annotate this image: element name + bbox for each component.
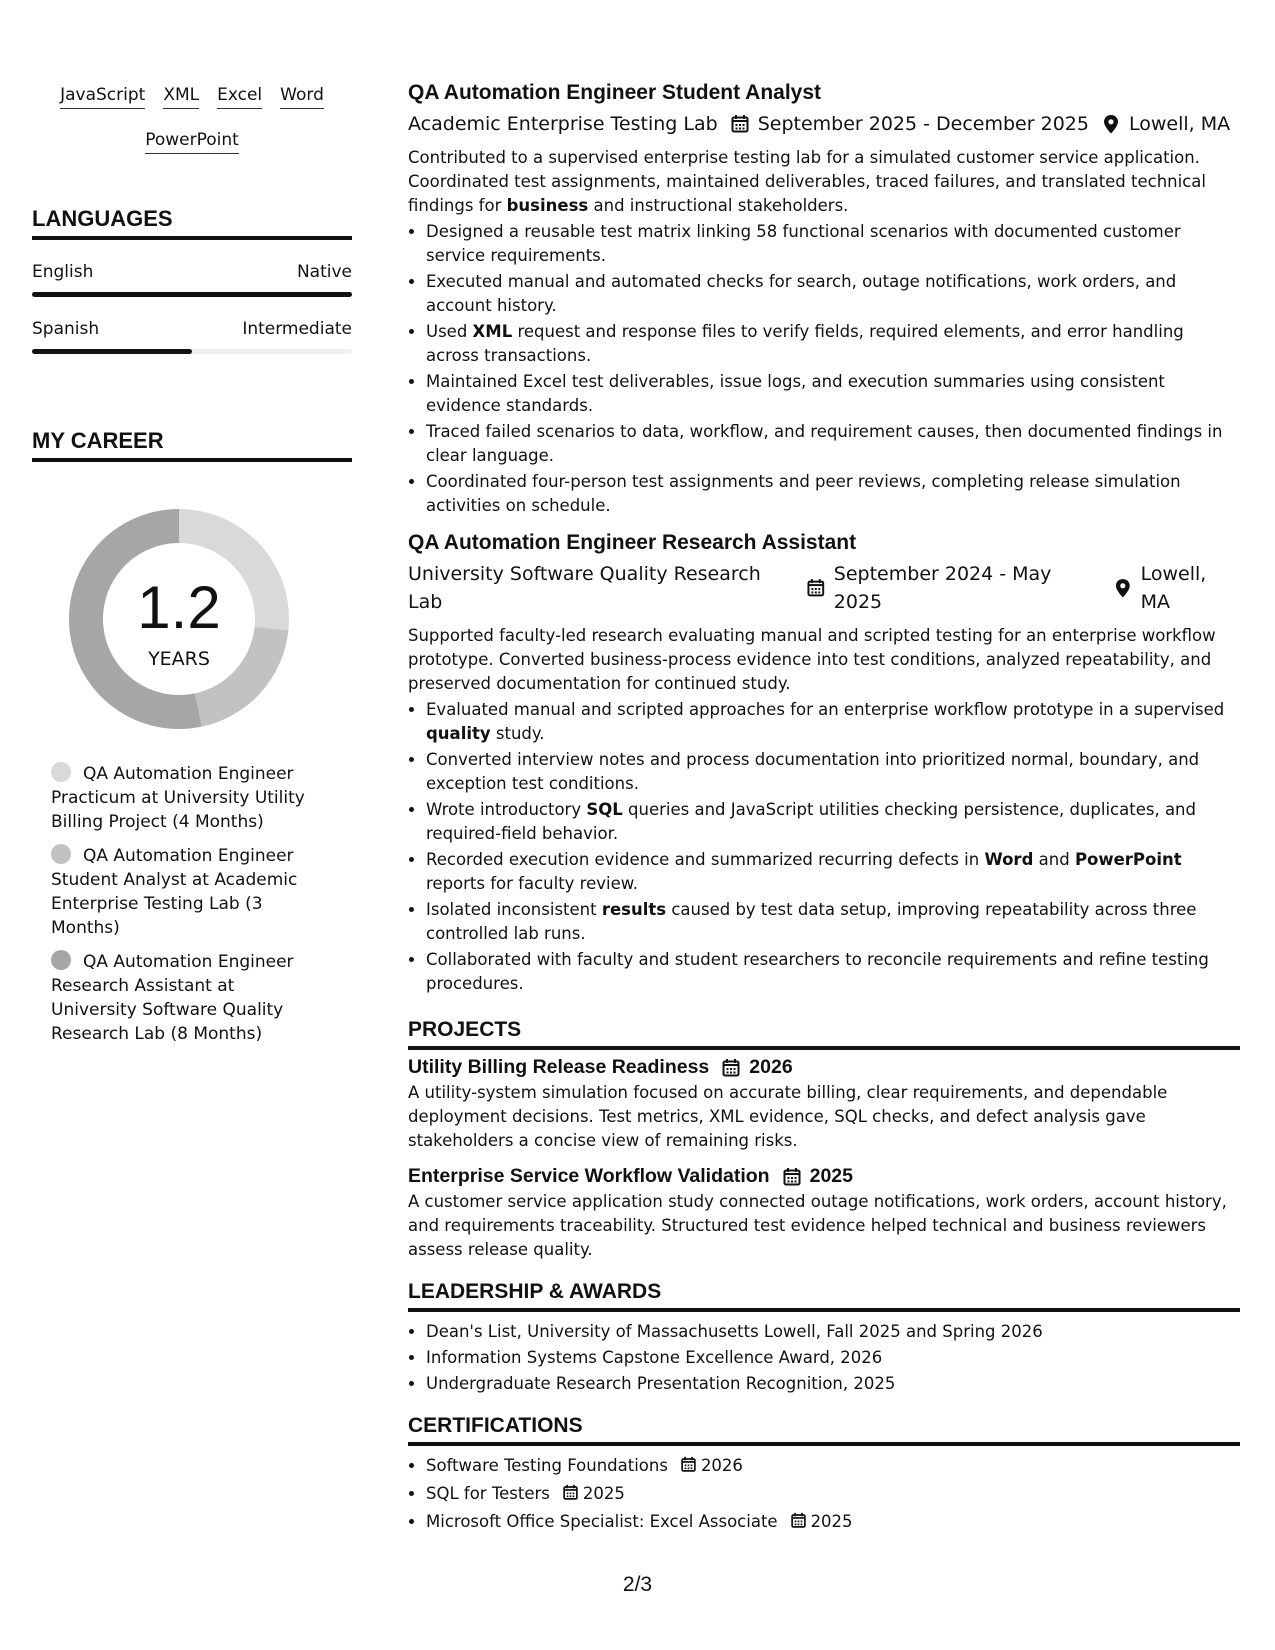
text-run: queries and JavaScript utilities checking persistence, duplicates, and required-field behavior. <box>426 800 1196 843</box>
project-item <box>408 1056 1240 1153</box>
text-run: study. <box>490 724 545 743</box>
project-year: 2026 <box>749 1056 793 1078</box>
language-item <box>32 262 352 297</box>
languages-heading: LANGUAGES <box>32 206 352 240</box>
experience-list <box>408 80 1240 996</box>
skill-tag: XML <box>163 82 199 109</box>
text-run: Executed manual and automated checks for search, outage notifications, work orders, and account history. <box>426 272 1177 315</box>
career-total-unit: YEARS <box>148 648 210 670</box>
skill-tag: PowerPoint <box>145 127 239 154</box>
bold-keyword: results <box>601 900 667 919</box>
projects-heading: PROJECTS <box>408 1018 1240 1050</box>
certification-item <box>426 1482 1240 1506</box>
award-item: • Undergraduate Research Presentation Recognition, 2025 <box>426 1372 1240 1396</box>
calendar-icon <box>790 1512 807 1529</box>
career-section <box>32 428 352 1046</box>
text-run: caused by test data setup, improving repeatability across three controlled lab runs. <box>426 900 1197 943</box>
leadership-heading: LEADERSHIP & AWARDS <box>408 1280 1240 1312</box>
job-bullets <box>408 698 1240 996</box>
leadership-list <box>408 1320 1240 1396</box>
job-location: Lowell, MA <box>1140 563 1207 613</box>
projects-list <box>408 1056 1240 1262</box>
language-row <box>32 319 352 339</box>
certification-name: SQL for Testers <box>426 1484 550 1503</box>
job-bullet <box>426 748 1240 796</box>
language-proficiency-bar <box>32 292 352 297</box>
language-level: Native <box>296 262 352 282</box>
career-donut-chart <box>66 506 292 732</box>
career-legend <box>51 762 321 1046</box>
text-run: and instructional stakeholders. <box>588 196 849 215</box>
certifications-heading: CERTIFICATIONS <box>408 1414 1240 1446</box>
legend-dot <box>51 844 71 864</box>
project-title-row <box>408 1056 1240 1079</box>
job-dates: September 2024 - May 2025 <box>833 563 1052 613</box>
job-bullet <box>426 270 1240 318</box>
career-heading: MY CAREER <box>32 428 352 462</box>
job-bullets <box>408 220 1240 518</box>
projects-section <box>408 1018 1240 1262</box>
job-bullet <box>426 470 1240 518</box>
main-content <box>408 80 1240 1534</box>
job-meta <box>408 110 1240 138</box>
text-run: Coordinated four-person test assignments and peer reviews, completing release simulation activities on schedule. <box>426 472 1181 515</box>
project-title: Utility Billing Release Readiness <box>408 1056 710 1078</box>
certification-name: Microsoft Office Specialist: Excel Associate <box>426 1512 778 1531</box>
job-title: QA Automation Engineer Student Analyst <box>408 81 822 104</box>
text-run: request and response files to verify fields, required elements, and error handling across transactions. <box>426 322 1184 365</box>
calendar-icon <box>782 1167 802 1187</box>
job-bullet <box>426 798 1240 846</box>
language-proficiency-fill <box>32 292 352 297</box>
skill-tag: Word <box>280 82 324 109</box>
certification-year: 2026 <box>700 1456 743 1475</box>
language-proficiency-fill <box>32 349 192 354</box>
experience-item <box>408 530 1240 996</box>
text-run: Isolated inconsistent <box>426 900 602 919</box>
languages-section <box>32 206 352 354</box>
award-item: • Information Systems Capstone Excellence Award, 2026 <box>426 1346 1240 1370</box>
career-legend-label: QA Automation Engineer Research Assistant at University Software Quality Research Lab (8 Months) <box>51 952 294 1044</box>
text-run: Collaborated with faculty and student researchers to reconcile requirements and refine testing procedures. <box>426 950 1209 993</box>
project-title-row <box>408 1165 1240 1188</box>
calendar-icon <box>721 1058 741 1078</box>
award-item: • Dean's List, University of Massachusetts Lowell, Fall 2025 and Spring 2026 <box>426 1320 1240 1344</box>
project-title: Enterprise Service Workflow Validation <box>408 1165 770 1187</box>
certifications-list <box>408 1454 1240 1534</box>
text-run: and <box>1033 850 1075 869</box>
bold-keyword: XML <box>472 322 513 341</box>
skill-tag: JavaScript <box>60 82 145 109</box>
career-total-value: 1.2 <box>137 574 221 641</box>
sidebar <box>32 82 352 1056</box>
text-run: Wrote introductory <box>426 800 587 819</box>
bold-keyword: business <box>506 196 589 215</box>
text-run: Maintained Excel test deliverables, issue logs, and execution summaries using consistent evidence standards. <box>426 372 1165 415</box>
certification-year: 2025 <box>810 1512 853 1531</box>
job-organization: University Software Quality Research Lab <box>408 563 761 613</box>
calendar-icon <box>562 1484 579 1501</box>
project-item <box>408 1165 1240 1262</box>
project-year: 2025 <box>809 1165 853 1187</box>
career-legend-item <box>51 762 321 834</box>
text-run: Used <box>426 322 473 341</box>
job-bullet <box>426 698 1240 746</box>
experience-item <box>408 80 1240 518</box>
calendar-icon <box>806 578 826 598</box>
skills-list <box>32 82 352 172</box>
language-row <box>32 262 352 282</box>
career-legend-item <box>51 950 321 1046</box>
certification-name: Software Testing Foundations <box>426 1456 668 1475</box>
certification-year: 2025 <box>582 1484 625 1503</box>
job-summary <box>408 146 1240 218</box>
career-legend-item <box>51 844 321 940</box>
job-bullet <box>426 898 1240 946</box>
text-run: Evaluated manual and scripted approaches for an enterprise workflow prototype in a supervised <box>426 700 1225 719</box>
bold-keyword: SQL <box>586 800 623 819</box>
text-run: Designed a reusable test matrix linking 58 functional scenarios with documented customer service requirements. <box>426 222 1181 265</box>
job-bullet <box>426 220 1240 268</box>
certifications-section <box>408 1414 1240 1534</box>
job-dates: September 2025 - December 2025 <box>757 113 1089 135</box>
project-description: A utility-system simulation focused on accurate billing, clear requirements, and dependable deployment decisions. Test metrics, XML evidence, SQL checks, and defect analysis gave stakeholders a concise view of remaining risks. <box>408 1083 1168 1150</box>
text-run: Traced failed scenarios to data, workflow, and requirement causes, then documented findings in clear language. <box>426 422 1223 465</box>
career-donut-segment <box>195 627 289 727</box>
job-bullet <box>426 370 1240 418</box>
certification-item <box>426 1454 1240 1478</box>
text-run: Converted interview notes and process documentation into prioritized normal, boundary, and exception test conditions. <box>426 750 1200 793</box>
leadership-section <box>408 1280 1240 1396</box>
calendar-icon <box>680 1456 697 1473</box>
job-organization: Academic Enterprise Testing Lab <box>408 113 718 135</box>
job-meta <box>408 560 1240 616</box>
job-title: QA Automation Engineer Research Assistant <box>408 531 857 554</box>
map-pin-icon <box>1113 578 1133 598</box>
map-pin-icon <box>1101 114 1121 134</box>
text-run: reports for faculty review. <box>426 874 638 893</box>
language-item <box>32 319 352 354</box>
job-summary <box>408 624 1240 696</box>
languages-list <box>32 262 352 354</box>
text-run: Supported faculty-led research evaluating manual and scripted testing for an enterprise workflow prototype. Converted business-process evidence into test conditions, analyzed repeatability, and preserved documentation for continued study. <box>408 626 1216 693</box>
job-location: Lowell, MA <box>1128 113 1231 135</box>
text-run: Recorded execution evidence and summarized recurring defects in <box>426 850 985 869</box>
job-bullet <box>426 948 1240 996</box>
calendar-icon <box>730 114 750 134</box>
job-bullet <box>426 320 1240 368</box>
bold-keyword: Word <box>984 850 1034 869</box>
page-number: 2/3 <box>622 1573 653 1596</box>
language-proficiency-bar <box>32 349 352 354</box>
bold-keyword: PowerPoint <box>1074 850 1182 869</box>
job-bullet <box>426 420 1240 468</box>
career-legend-label: QA Automation Engineer Practicum at University Utility Billing Project (4 Months) <box>51 764 305 832</box>
language-name: Spanish <box>32 319 100 339</box>
career-legend-label: QA Automation Engineer Student Analyst at Academic Enterprise Testing Lab (3 Months) <box>51 846 298 938</box>
legend-dot <box>51 950 71 970</box>
language-level: Intermediate <box>242 319 352 339</box>
skill-tag: Excel <box>217 82 262 109</box>
language-name: English <box>32 262 94 282</box>
certification-item <box>426 1510 1240 1534</box>
job-bullet <box>426 848 1240 896</box>
legend-dot <box>51 762 71 782</box>
project-description: A customer service application study connected outage notifications, work orders, account history, and requirements traceability. Structured test evidence helped technical and business reviewers assess release quality. <box>408 1192 1227 1259</box>
text-run: Contributed to a supervised enterprise testing lab for a simulated customer service application. Coordinated test assignments, maintained deliverables, traced failures, and translated technical findings for <box>408 148 1206 215</box>
bold-keyword: quality <box>426 724 491 743</box>
